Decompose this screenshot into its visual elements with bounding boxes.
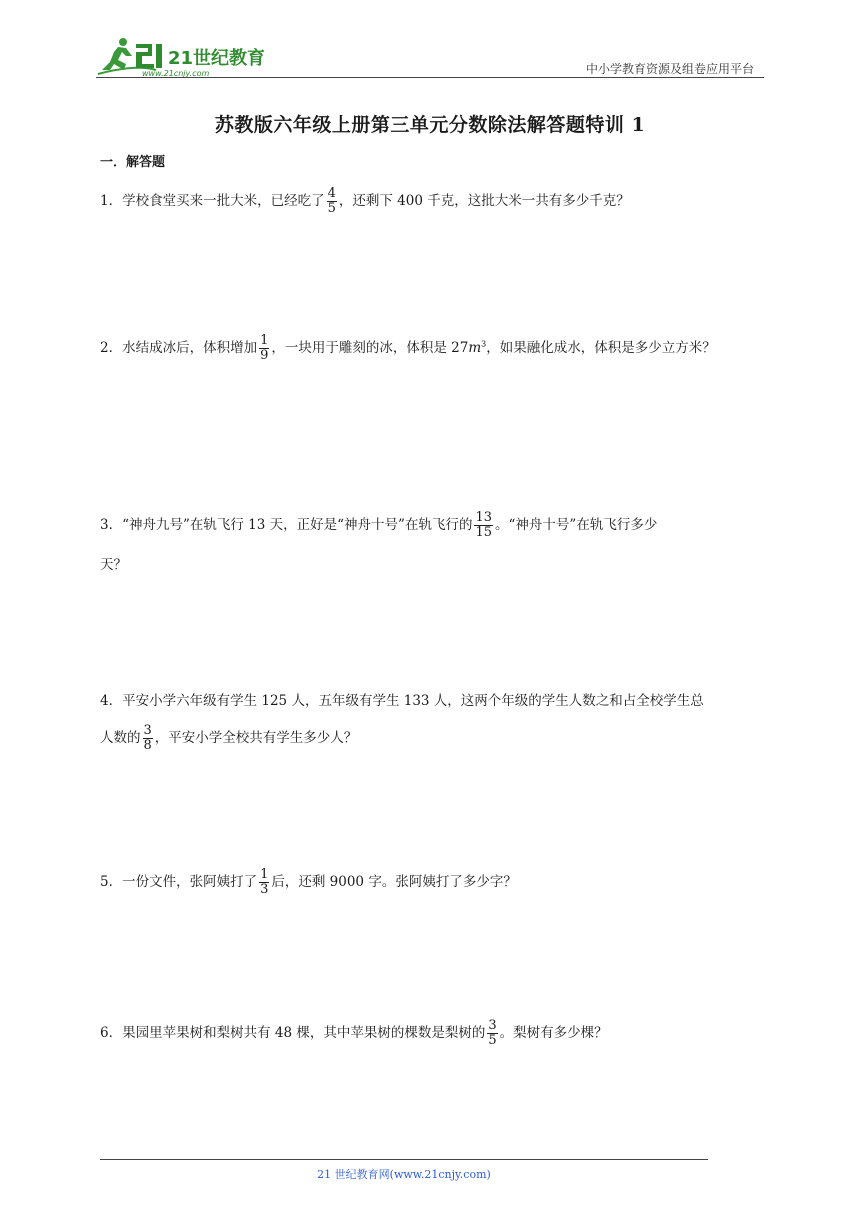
question-text: 2．水结成冰后，体积增加	[100, 340, 258, 356]
fraction: $\frac{3}{8}$	[143, 723, 152, 753]
section-heading: 一．解答题	[100, 155, 166, 170]
page-title: 苏教版六年级上册第三单元分数除法解答题特训 1	[214, 114, 646, 136]
fraction: $\frac{3}{5}$	[488, 1018, 497, 1048]
question-1	[100, 187, 762, 216]
question-text: 3．“神舟九号”在轨飞行 13 天，正好是“神舟十号”在轨飞行的	[100, 517, 473, 533]
question-text: 4．平安小学六年级有学生 125 人，五年级有学生 133 人，这两个年级的学生人数之和占全校学生总	[100, 693, 704, 709]
question-5	[100, 868, 762, 897]
question-text: ，还剩下 400 千克，这批大米一共有多少千克？	[338, 193, 630, 209]
fraction: $\frac{4}{5}$	[327, 186, 336, 216]
question-6	[100, 1019, 762, 1048]
question-2	[100, 334, 762, 363]
footer-link[interactable]: 21 世纪教育网(www.21cnjy.com)	[317, 1168, 491, 1181]
logo-text: 21世纪教育	[168, 48, 266, 69]
question-text: 人数的	[100, 730, 141, 746]
fraction: $\frac{13}{15}$	[475, 510, 493, 540]
question-text: 天？	[100, 557, 127, 573]
question-text: 6．果园里苹果树和梨树共有 48 棵，其中苹果树的棵数是梨树的	[100, 1025, 486, 1041]
unit-symbol: m	[468, 340, 482, 356]
header-tagline: 中小学教育资源及组卷应用平台	[585, 62, 754, 76]
question-text: 1．学校食堂买来一批大米，已经吃了	[100, 193, 325, 209]
question-4	[100, 691, 762, 753]
footer-divider	[100, 1159, 708, 1160]
fraction: $\frac{1}{9}$	[260, 333, 269, 363]
question-text: 5．一份文件，张阿姨打了	[100, 874, 258, 890]
question-text: ，平安小学全校共有学生多少人？	[154, 730, 358, 746]
runner-logo-icon	[96, 34, 266, 78]
logo-url: www.21cnjy.com	[142, 69, 210, 78]
question-3	[100, 511, 762, 575]
logo-21cnjy	[96, 34, 266, 78]
question-text: 后，还剩 9000 字。张阿姨打了多少字？	[271, 874, 517, 890]
question-text: ，一块用于雕刻的冰，体积是 27	[271, 340, 469, 356]
fraction: $\frac{1}{3}$	[260, 867, 269, 897]
header-divider	[96, 77, 764, 78]
question-text: 。梨树有多少棵？	[499, 1025, 608, 1041]
unit-exponent: 3	[481, 339, 487, 349]
question-text: 。“神舟十号”在轨飞行多少	[495, 517, 658, 533]
question-text: ，如果融化成水，体积是多少立方米？	[486, 340, 716, 356]
